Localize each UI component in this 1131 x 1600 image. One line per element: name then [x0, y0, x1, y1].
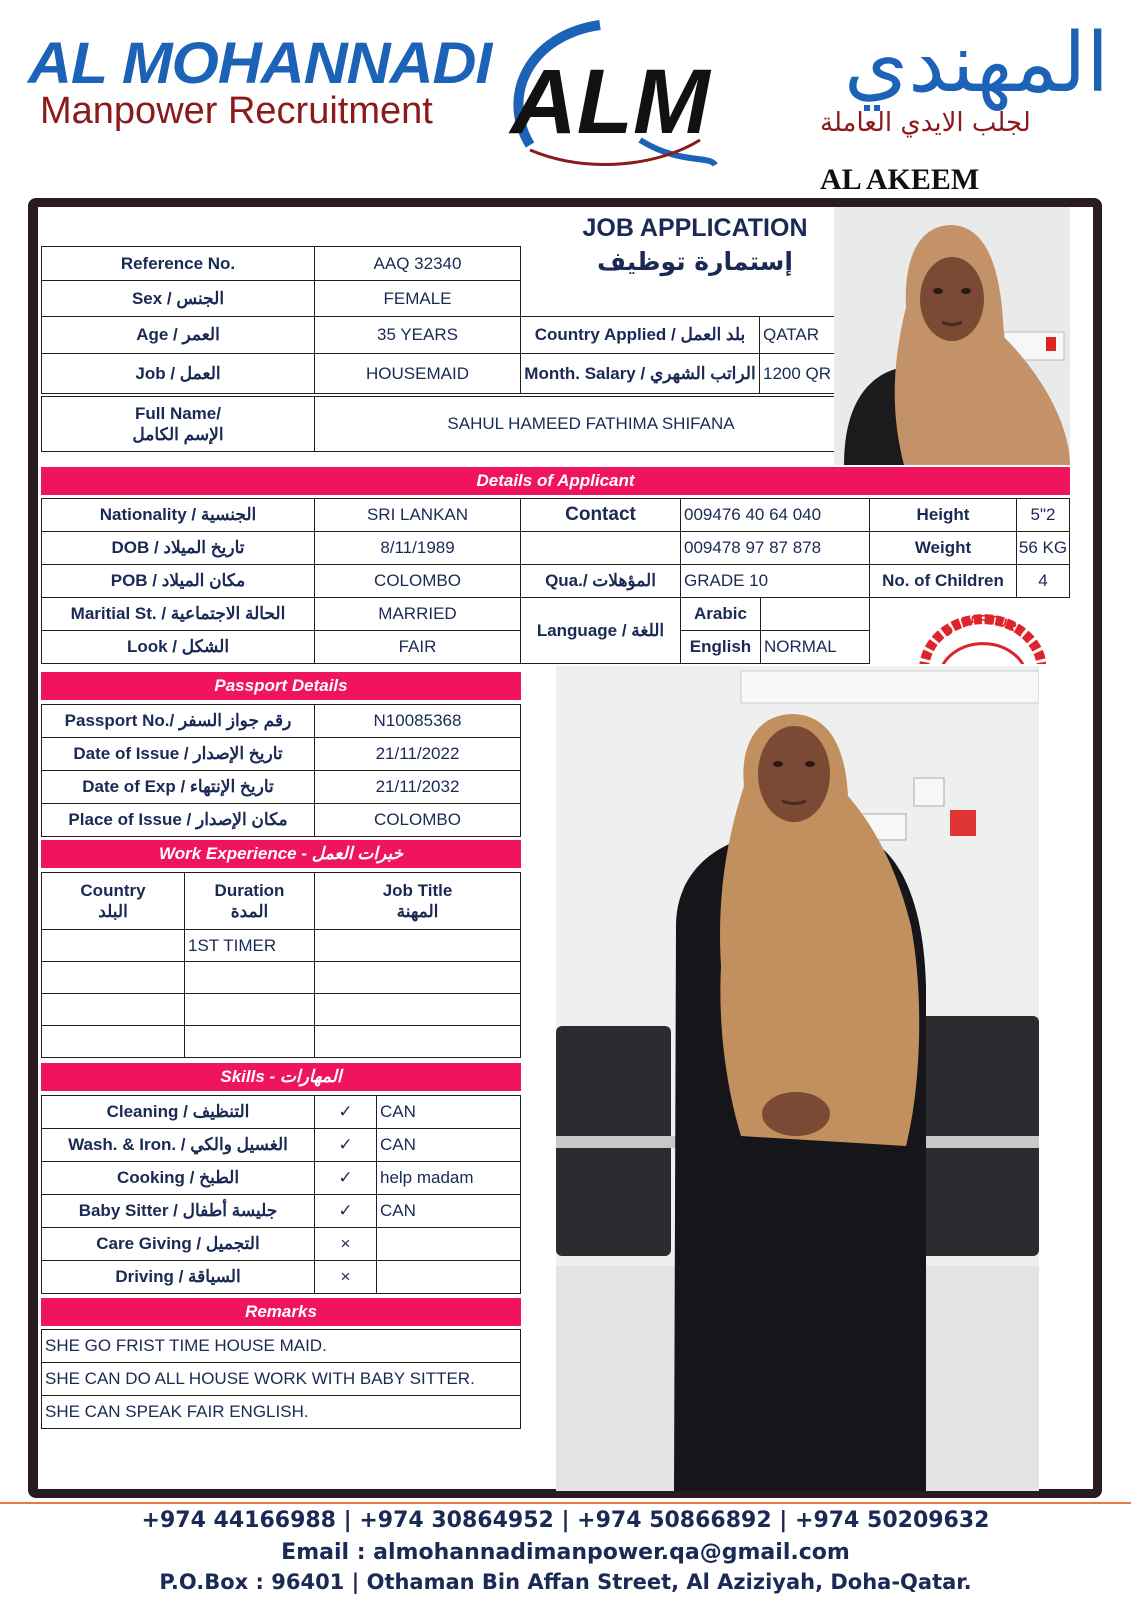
country-applied-value: QATAR — [759, 316, 835, 354]
look-value: FAIR — [314, 630, 521, 664]
height-label: Height — [869, 498, 1017, 532]
experience-country-header — [41, 872, 185, 930]
fullname-label-arabic: الإسم الكامل — [132, 425, 224, 444]
remark-line: SHE GO FRIST TIME HOUSE MAID. — [41, 1329, 521, 1363]
form-title-english: JOB APPLICATION — [582, 214, 808, 242]
stamp-text: DEPARTURE — [939, 611, 1029, 640]
footer-email: Email : almohannadimanpower.qa@gmail.com — [281, 1540, 850, 1565]
sex-label: Sex / الجنس — [41, 280, 315, 317]
country-header-english: Country — [80, 880, 146, 900]
contact-primary-value: 009476 40 64 040 — [680, 498, 870, 532]
skill-caregiving-mark: × — [314, 1227, 377, 1261]
passport-issue-date-label: Date of Issue / تاريخ الإصدار — [41, 737, 315, 771]
look-label: Look / الشكل — [41, 630, 315, 664]
experience-jobtitle-header — [314, 872, 521, 930]
job-value: HOUSEMAID — [314, 353, 521, 394]
height-value: 5"2 — [1016, 498, 1070, 532]
qualification-value: GRADE 10 — [680, 564, 870, 598]
alm-logo — [490, 15, 730, 175]
skill-cleaning-value: CAN — [376, 1095, 521, 1129]
logo-text: ALM — [510, 51, 710, 153]
arabic-label: Arabic — [680, 597, 761, 631]
skill-cooking-value: help madam — [376, 1161, 521, 1195]
experience-row-duration — [184, 961, 315, 994]
experience-row-country — [41, 1025, 185, 1058]
skill-driving-mark: × — [314, 1260, 377, 1294]
experience-heading: Work Experience - خبرات العمل — [41, 840, 521, 868]
marital-status-label: Maritial St. / الحالة الاجتماعية — [41, 597, 315, 631]
salary-value: 1200 QR — [759, 353, 835, 394]
skill-babysitter-value: CAN — [376, 1194, 521, 1228]
language-label: Language / اللغة — [520, 597, 681, 664]
footer-phone-numbers: +974 44166988 | +974 30864952 | +974 50866892 | +974 50209632 — [141, 1508, 990, 1533]
skill-cleaning-label: Cleaning / التنظيف — [41, 1095, 315, 1129]
experience-row-country — [41, 961, 185, 994]
fullname-label — [41, 396, 315, 452]
passport-issue-date-value: 21/11/2022 — [314, 737, 521, 771]
svg-text:DEPARTURE — [940, 612, 1028, 640]
skill-washing-label: Wash. & Iron. / الغسيل والكي — [41, 1128, 315, 1162]
experience-row-jobtitle — [314, 1025, 521, 1058]
passport-number-value: N10085368 — [314, 704, 521, 738]
applicant-full-body-photo — [556, 666, 1039, 1491]
jobtitle-header-arabic: المهنة — [396, 902, 439, 921]
remark-line: SHE CAN SPEAK FAIR ENGLISH. — [41, 1395, 521, 1429]
passport-issue-place-value: COLOMBO — [314, 803, 521, 837]
skill-babysitter-label: Baby Sitter / جليسة أطفال — [41, 1194, 315, 1228]
weight-label: Weight — [869, 531, 1017, 565]
experience-row-jobtitle — [314, 993, 521, 1026]
passport-issue-place-label: Place of Issue / مكان الإصدار — [41, 803, 315, 837]
brand-name-english: AL MOHANNADI — [28, 31, 492, 96]
skill-driving-label: Driving / السياقة — [41, 1260, 315, 1294]
letterhead — [0, 0, 1131, 200]
country-header-arabic: البلد — [98, 902, 128, 921]
form-title-arabic: إستمارة توظيف — [597, 247, 793, 276]
job-label: Job / العمل — [41, 353, 315, 394]
skill-caregiving-value — [376, 1227, 521, 1261]
applicant-portrait-photo — [834, 207, 1070, 465]
weight-value: 56 KG — [1016, 531, 1070, 565]
nationality-value: SRI LANKAN — [314, 498, 521, 532]
remarks-heading: Remarks — [41, 1298, 521, 1326]
dob-value: 8/11/1989 — [314, 531, 521, 565]
duration-header-arabic: المدة — [230, 902, 269, 921]
experience-row-jobtitle — [314, 929, 521, 962]
details-heading: Details of Applicant — [41, 467, 1070, 495]
contact-blank-cell — [520, 531, 681, 565]
experience-row-duration — [184, 993, 315, 1026]
fullname-label-english: Full Name/ — [135, 403, 221, 423]
skill-cooking-label: Cooking / الطبخ — [41, 1161, 315, 1195]
english-label: English — [680, 630, 761, 664]
experience-row-duration — [184, 1025, 315, 1058]
qualification-label: Qua./ المؤهلات — [520, 564, 681, 598]
skill-cooking-mark: ✓ — [314, 1161, 377, 1195]
passport-heading: Passport Details — [41, 672, 521, 700]
reference-label: Reference No. — [41, 246, 315, 281]
sex-value: FEMALE — [314, 280, 521, 317]
experience-row-country — [41, 929, 185, 962]
skills-heading: Skills - المهارات — [41, 1063, 521, 1091]
skill-caregiving-label: Care Giving / التجميل — [41, 1227, 315, 1261]
contact-secondary-value: 009478 97 87 878 — [680, 531, 870, 565]
experience-row-duration: 1ST TIMER — [184, 929, 315, 962]
reference-value: AAQ 32340 — [314, 246, 521, 281]
remark-line: SHE CAN DO ALL HOUSE WORK WITH BABY SITTER. — [41, 1362, 521, 1396]
skill-cleaning-mark: ✓ — [314, 1095, 377, 1129]
skill-washing-value: CAN — [376, 1128, 521, 1162]
nationality-label: Nationality / الجنسية — [41, 498, 315, 532]
dob-label: DOB / تاريخ الميلاد — [41, 531, 315, 565]
skill-babysitter-mark: ✓ — [314, 1194, 377, 1228]
experience-duration-header — [184, 872, 315, 930]
contact-label: Contact — [520, 498, 681, 532]
marital-status-value: MARRIED — [314, 597, 521, 631]
children-label: No. of Children — [869, 564, 1017, 598]
pob-label: POB / مكان الميلاد — [41, 564, 315, 598]
skill-driving-value — [376, 1260, 521, 1294]
experience-row-jobtitle — [314, 961, 521, 994]
skill-washing-mark: ✓ — [314, 1128, 377, 1162]
departure-stamp — [918, 608, 1046, 664]
pob-value: COLOMBO — [314, 564, 521, 598]
alm-logo-graphic — [490, 15, 730, 175]
jobtitle-header-english: Job Title — [382, 880, 453, 900]
brand-tagline-arabic: لجلب الايدي العاملة — [820, 108, 1031, 138]
experience-row-country — [41, 993, 185, 1026]
children-value: 4 — [1016, 564, 1070, 598]
brand-tagline-english: Manpower Recruitment — [40, 90, 433, 132]
age-label: Age / العمر — [41, 316, 315, 354]
age-value: 35 YEARS — [314, 316, 521, 354]
passport-expiry-date-value: 21/11/2032 — [314, 770, 521, 804]
passport-expiry-date-label: Date of Exp / تاريخ الإنتهاء — [41, 770, 315, 804]
footer-divider — [0, 1502, 1131, 1504]
fullname-value: SAHUL HAMEED FATHIMA SHIFANA — [314, 396, 868, 452]
salary-label: Month. Salary / الراتب الشهري — [520, 353, 760, 394]
brand-name-arabic: المهندي — [844, 16, 1109, 111]
footer-address: P.O.Box : 96401 | Othaman Bin Affan Street, Al Aziziyah, Doha-Qatar. — [159, 1570, 972, 1594]
english-level-value: NORMAL — [760, 630, 870, 664]
branch-name: AL AKEEM — [820, 163, 980, 196]
arabic-level-value — [760, 597, 870, 631]
passport-number-label: Passport No./ رقم جواز السفر — [41, 704, 315, 738]
country-applied-label: Country Applied / بلد العمل — [520, 316, 760, 354]
duration-header-english: Duration — [214, 880, 285, 900]
